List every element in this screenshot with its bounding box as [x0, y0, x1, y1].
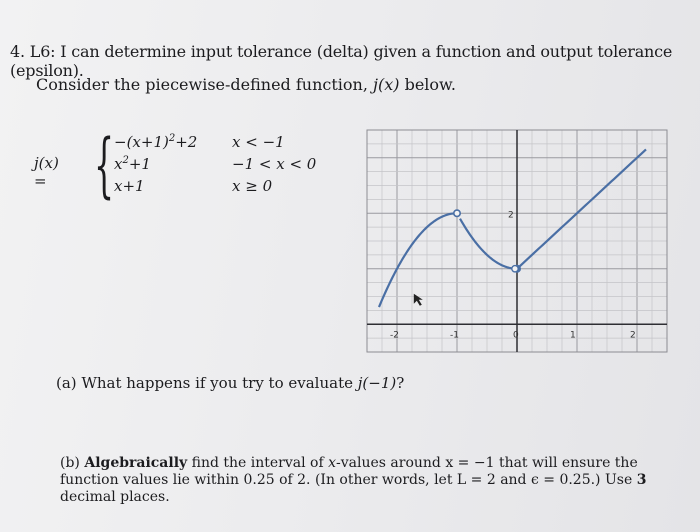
x-tick-label: 0 [513, 330, 519, 341]
case-3-expression: x+1 [114, 177, 145, 195]
part-b: (b) Algebraically find the interval of x-values around x = −1 that will ensure the function values lie within 0.25 of 2. (In other words, let L = 2 and ϵ = 0.25.) Use 3 decimal places. [60, 455, 647, 505]
graph-curves [379, 149, 646, 307]
case-2-expression: $x^2+1$ [114, 155, 151, 173]
mouse-cursor-icon [414, 294, 423, 306]
curly-brace: { [94, 124, 115, 206]
part-a: (a) What happens if you try to evaluate j(−1)? [56, 374, 405, 392]
case-3-condition: x ≥ 0 [232, 177, 273, 195]
x-tick-label: -1 [450, 330, 459, 341]
x-tick-label: 2 [630, 330, 636, 341]
case-1-condition: x < −1 [232, 133, 285, 151]
y-tick-label: 2 [508, 210, 514, 221]
case-1-expression: $-(x+1)^2+2$ [114, 133, 198, 151]
curve-piece-3 [517, 149, 646, 268]
open-point-marker [512, 266, 518, 272]
question-number: 4. [10, 42, 25, 61]
open-point-marker [454, 210, 460, 216]
function-graph [362, 126, 672, 356]
case-2-condition: −1 < x < 0 [232, 155, 317, 173]
function-name: j(x) = [34, 154, 59, 190]
question-prompt: Consider the piecewise-defined function, j(x) below. [36, 75, 456, 94]
learning-target: L6: I can determine input tolerance (delta) given a function and output tolerance (epsilon). [10, 42, 673, 80]
x-tick-label: 1 [570, 330, 576, 341]
x-tick-label: -2 [390, 330, 399, 341]
